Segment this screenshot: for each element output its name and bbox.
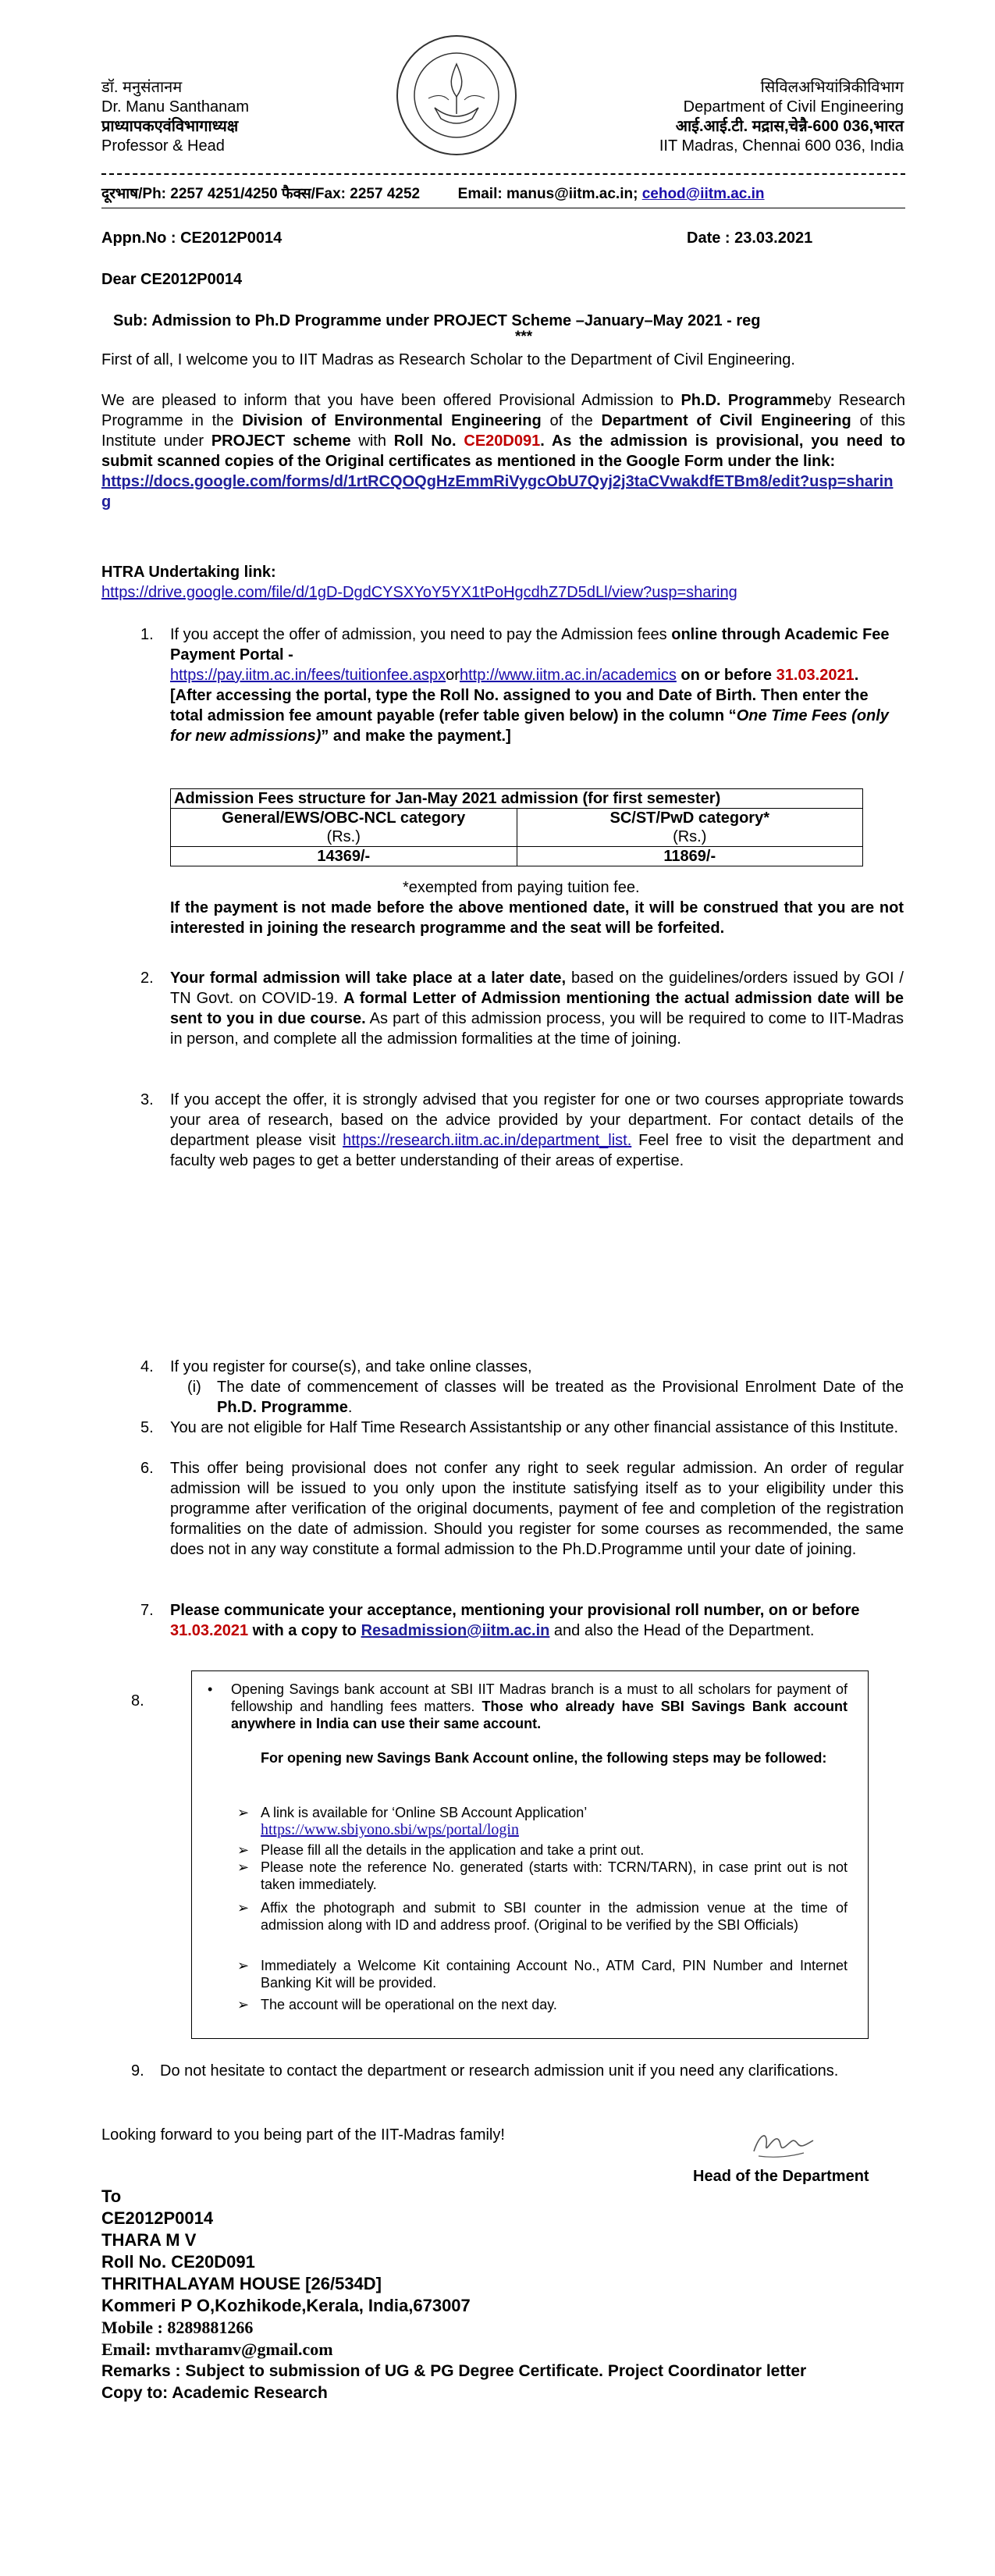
- copy-to-text: with a copy to: [248, 1622, 361, 1639]
- phone-fax: दूरभाष/Ph: 2257 4251/4250 फैक्स/Fax: 2257 4252: [101, 186, 421, 202]
- arrow-bullet-icon: ➢: [237, 1805, 250, 1820]
- or-text: or: [446, 667, 460, 684]
- recipient-house: THRITHALAYAM HOUSE [26/534D]: [101, 2274, 382, 2293]
- fee-column-general: [171, 809, 517, 847]
- existing-account-text: Those who already have SBI Savings Bank account anywhere in India can use their same account.: [231, 1699, 848, 1731]
- arrow-bullet-icon: ➢: [237, 1859, 250, 1875]
- hindi-address: आई.आई.टी. मद्रास,चेन्नै-600 036,भारत: [675, 118, 904, 135]
- item-4-sub-text: [217, 1377, 904, 1418]
- sbiyono-link[interactable]: https://www.sbiyono.sbi/wps/portal/login: [261, 1821, 519, 1838]
- offer-text: We are pleased to inform that you have been offered Provisional Admission to: [101, 392, 681, 409]
- subject-line: Sub: Admission to Ph.D Programme under PROJECT Scheme –January–May 2021 - reg: [113, 312, 761, 329]
- copy-to: Copy to: Academic Research: [101, 2384, 328, 2402]
- formal-admission-text: Your formal admission will take place at a later date,: [170, 970, 567, 987]
- recipient-email: Email: mvtharamv@gmail.com: [101, 2339, 333, 2359]
- sbi-step-1-text: A link is available for ‘Online SB Account Application’: [261, 1805, 588, 1820]
- faculty-pages-text: Feel free to visit the department and faculty web pages to get a better understanding of their areas of expertise.: [170, 1132, 904, 1169]
- department-name: Department of Civil Engineering: [601, 412, 851, 429]
- header-divider: [101, 173, 905, 175]
- closing-line: Looking forward to you being part of the IIT-Madras family!: [101, 2126, 505, 2144]
- fee-table-wrapper: [170, 788, 863, 866]
- hindi-title: प्राध्यापकएवंविभागाध्यक्ष: [101, 118, 239, 135]
- provisional-note: . As the admission is provisional, you need to submit scanned copies of the Original certificates as mentioned in the Google Form under the link:: [101, 432, 905, 470]
- bullet-dot: •: [208, 1681, 213, 1697]
- hindi-department: सिविलअभियांत्रिकीविभाग: [760, 79, 904, 96]
- salutation: Dear CE2012P0014: [101, 271, 243, 288]
- fee-portal-label: online through Academic Fee Payment Portal -: [170, 626, 890, 664]
- item-9-text: Do not hesitate to contact the department or research admission unit if you need any clarifications.: [160, 2062, 839, 2080]
- item-1-number: 1.: [140, 626, 154, 643]
- department-name: Department of Civil Engineering: [683, 98, 904, 116]
- academics-link[interactable]: http://www.iitm.ac.in/academics: [459, 667, 677, 684]
- item-4-number: 4.: [140, 1358, 154, 1375]
- admission-letter-text: A formal Letter of Admission mentioning the actual admission date will be sent to you in due course.: [170, 990, 904, 1027]
- recipient-appn: CE2012P0014: [101, 2208, 214, 2228]
- contact-line: [101, 185, 905, 204]
- item-7-text: [170, 1600, 904, 1641]
- offer-text: by Research Programme in the: [101, 392, 905, 429]
- sbi-bullet-item: [208, 1681, 848, 1732]
- item-1-text: [170, 624, 904, 746]
- fee-column-general-label: General/EWS/OBC-NCL category: [222, 809, 466, 827]
- sbi-step-4-text: Affix the photograph and submit to SBI counter in the admission venue at the time of admission along with ID and address proof. (Original to be verified by the SBI Officials): [261, 1900, 848, 1933]
- subject-stars: ***: [515, 329, 533, 345]
- fee-exemption-note: *exempted from paying tuition fee.: [403, 879, 640, 896]
- fee-unit: (Rs.): [673, 828, 707, 845]
- item-6-text: This offer being provisional does not confer any right to seek regular admission. An order of regular admission will be issued to you only upon the institute satisfying itself as to your eligibility under this programme after verification of the original documents, payment of fee and completion of the registration formalities on the date of admission. Should you register for some courses as recommended, the same does not in any way constitute a formal admission to the Ph.D.Programme until your date of joining.: [170, 1460, 904, 1558]
- sbi-step-4: [237, 1899, 848, 1934]
- professor-name: Dr. Manu Santhanam: [101, 98, 249, 116]
- sbi-step-2-text: Please fill all the details in the application and take a print out.: [261, 1842, 645, 1858]
- to-label: To: [101, 2186, 122, 2206]
- fee-text: If you accept the offer of admission, you need to pay the Admission fees: [170, 626, 672, 643]
- period: .: [347, 1399, 353, 1416]
- hod-text: and also the Head of the Department.: [549, 1622, 815, 1639]
- htra-label: HTRA Undertaking link:: [101, 564, 276, 581]
- item-3-text: [170, 1090, 904, 1171]
- recipient-address: [101, 2186, 913, 2404]
- sbi-step-3: [237, 1859, 848, 1893]
- program-name: Ph.D. Programme: [217, 1399, 348, 1416]
- offer-text: with: [350, 432, 394, 450]
- resadmission-email-link[interactable]: Resadmission@iitm.ac.in: [361, 1622, 550, 1639]
- portal-instructions-end: ” and make the payment.]: [321, 728, 511, 745]
- arrow-bullet-icon: ➢: [237, 1900, 250, 1916]
- htra-link[interactable]: https://drive.google.com/file/d/1gD-DgdCYSXYoY5YX1tPoHgcdhZ7D5dLl/view?usp=sharing: [101, 584, 737, 601]
- recipient-mobile: Mobile : 8289881266: [101, 2318, 254, 2337]
- item-2-text: [170, 968, 904, 1049]
- sbi-step-6: [237, 1996, 848, 2013]
- signatory-title: Head of the Department: [693, 2168, 869, 2185]
- hod-email-link[interactable]: cehod@iitm.ac.in: [641, 186, 765, 202]
- header-left: [101, 78, 398, 156]
- item-4-text: If you register for course(s), and take online classes,: [170, 1358, 532, 1375]
- sbi-mandatory-text: Opening Savings bank account at SBI IIT Madras branch is a must to all scholars for payment of fellowship and handling fees matters.: [231, 1681, 848, 1714]
- item-4-sub-number: (i): [187, 1379, 201, 1396]
- payment-warning: If the payment is not made before the above mentioned date, it will be construed that you are not interested in joining the research programme and the seat will be forfeited.: [170, 899, 904, 937]
- offer-text: of this Institute under: [101, 412, 906, 450]
- acceptance-text: Please communicate your acceptance, mentioning your provisional roll number, on or before: [170, 1602, 860, 1619]
- sbi-step-5: [237, 1957, 848, 1991]
- item-7-number: 7.: [140, 1602, 154, 1619]
- sbi-step-5-text: Immediately a Welcome Kit containing Account No., ATM Card, PIN Number and Internet Banking Kit will be provided.: [261, 1958, 848, 1991]
- header-right: [562, 78, 904, 156]
- course-advice-text: If you accept the offer, it is strongly advised that you register for one or two courses appropriate towards your area of research, based on the advice provided by your department. For contact details of the department please visit: [170, 1091, 904, 1149]
- sbi-account-box: [191, 1670, 869, 2039]
- fee-table: [170, 788, 863, 866]
- program-name: Ph.D. Programme: [681, 392, 815, 409]
- professor-title: Professor & Head: [101, 137, 225, 155]
- sbi-steps-intro: For opening new Savings Bank Account online, the following steps may be followed:: [261, 1750, 827, 1766]
- acceptance-deadline: 31.03.2021: [170, 1622, 249, 1639]
- enrolment-date-text: The date of commencement of classes will be treated as the Provisional Enrolment Date of the: [217, 1379, 904, 1396]
- recipient-roll: Roll No. CE20D091: [101, 2252, 255, 2272]
- hod-signature: [749, 2125, 819, 2164]
- hindi-name: डॉ. मनुसंतानम: [101, 79, 183, 96]
- remarks: Remarks : Subject to submission of UG & PG Degree Certificate. Project Coordinator letter: [101, 2362, 807, 2380]
- email-label: Email: manus@iitm.ac.in;: [457, 186, 638, 202]
- arrow-bullet-icon: ➢: [237, 1842, 250, 1858]
- fee-column-sc-st-label: SC/ST/PwD category*: [609, 809, 769, 827]
- one-time-fees-column: One Time Fees (only for new admissions): [170, 707, 889, 745]
- scheme-name: PROJECT scheme: [211, 432, 351, 450]
- offer-text: of the: [541, 412, 602, 429]
- letter-date: Date : 23.03.2021: [687, 229, 813, 247]
- fee-sc-st-value: 11869/-: [517, 847, 863, 866]
- item-5-text: You are not eligible for Half Time Research Assistantship or any other financial assistance of this Institute.: [170, 1419, 899, 1436]
- fee-unit: (Rs.): [326, 828, 361, 845]
- deadline-text: on or before: [676, 667, 776, 684]
- fee-table-title: Admission Fees structure for Jan-May 2021 admission (for first semester): [171, 789, 863, 809]
- institute-address: IIT Madras, Chennai 600 036, India: [659, 137, 904, 155]
- item-3-number: 3.: [140, 1091, 154, 1108]
- deadline-date: 31.03.2021: [776, 667, 855, 684]
- covid-guidelines-text: based on the guidelines/orders issued by GOI / TN Govt. on COVID-19.: [170, 970, 904, 1007]
- sbi-step-6-text: The account will be operational on the next day.: [261, 1997, 557, 2012]
- item-9-number: 9.: [131, 2062, 144, 2080]
- sbi-step-3-text: Please note the reference No. generated (starts with: TCRN/TARN), in case print out is not taken immediately.: [261, 1859, 848, 1892]
- joining-formalities-text: As part of this admission process, you will be required to come to IIT-Madras in person, and complete all the admission formalities at the time of joining.: [170, 1010, 904, 1048]
- department-list-link[interactable]: https://research.iitm.ac.in/department_list.: [343, 1132, 632, 1149]
- recipient-city: Kommeri P O,Kozhikode,Kerala, India,673007: [101, 2296, 471, 2315]
- recipient-name: THARA M V: [101, 2230, 197, 2250]
- sbi-step-1: [237, 1804, 848, 1838]
- item-5-number: 5.: [140, 1419, 154, 1436]
- arrow-bullet-icon: ➢: [237, 1958, 250, 1973]
- sbi-step-2: [237, 1841, 848, 1859]
- application-number: Appn.No : CE2012P0014: [101, 229, 283, 247]
- fee-general-value: 14369/-: [171, 847, 517, 866]
- iitm-logo: [394, 33, 519, 158]
- fee-column-sc-st: [517, 809, 863, 847]
- roll-label: Roll No.: [393, 432, 464, 450]
- item-8-number: 8.: [131, 1692, 144, 1710]
- item-2-number: 2.: [140, 970, 154, 987]
- offer-paragraph: [101, 390, 905, 512]
- arrow-bullet-icon: ➢: [237, 1997, 250, 2012]
- division-name: Division of Environmental Engineering: [242, 412, 542, 429]
- roll-number: CE20D091: [464, 432, 541, 450]
- tuition-fee-link[interactable]: https://pay.iitm.ac.in/fees/tuitionfee.aspx: [170, 667, 446, 684]
- welcome-paragraph: First of all, I welcome you to IIT Madras as Research Scholar to the Department of Civil Engineering.: [101, 351, 795, 368]
- item-6-number: 6.: [140, 1460, 154, 1477]
- portal-instructions: . [After accessing the portal, type the Roll No. assigned to you and Date of Birth. Then enter the total admission fee amount payable (refer table given below) in the column “: [170, 667, 869, 724]
- google-form-link[interactable]: https://docs.google.com/forms/d/1rtRCQOQgHzEmmRiVygcObU7Qyj2j3taCVwakdfETBm8/edit?usp=sharing: [101, 473, 894, 511]
